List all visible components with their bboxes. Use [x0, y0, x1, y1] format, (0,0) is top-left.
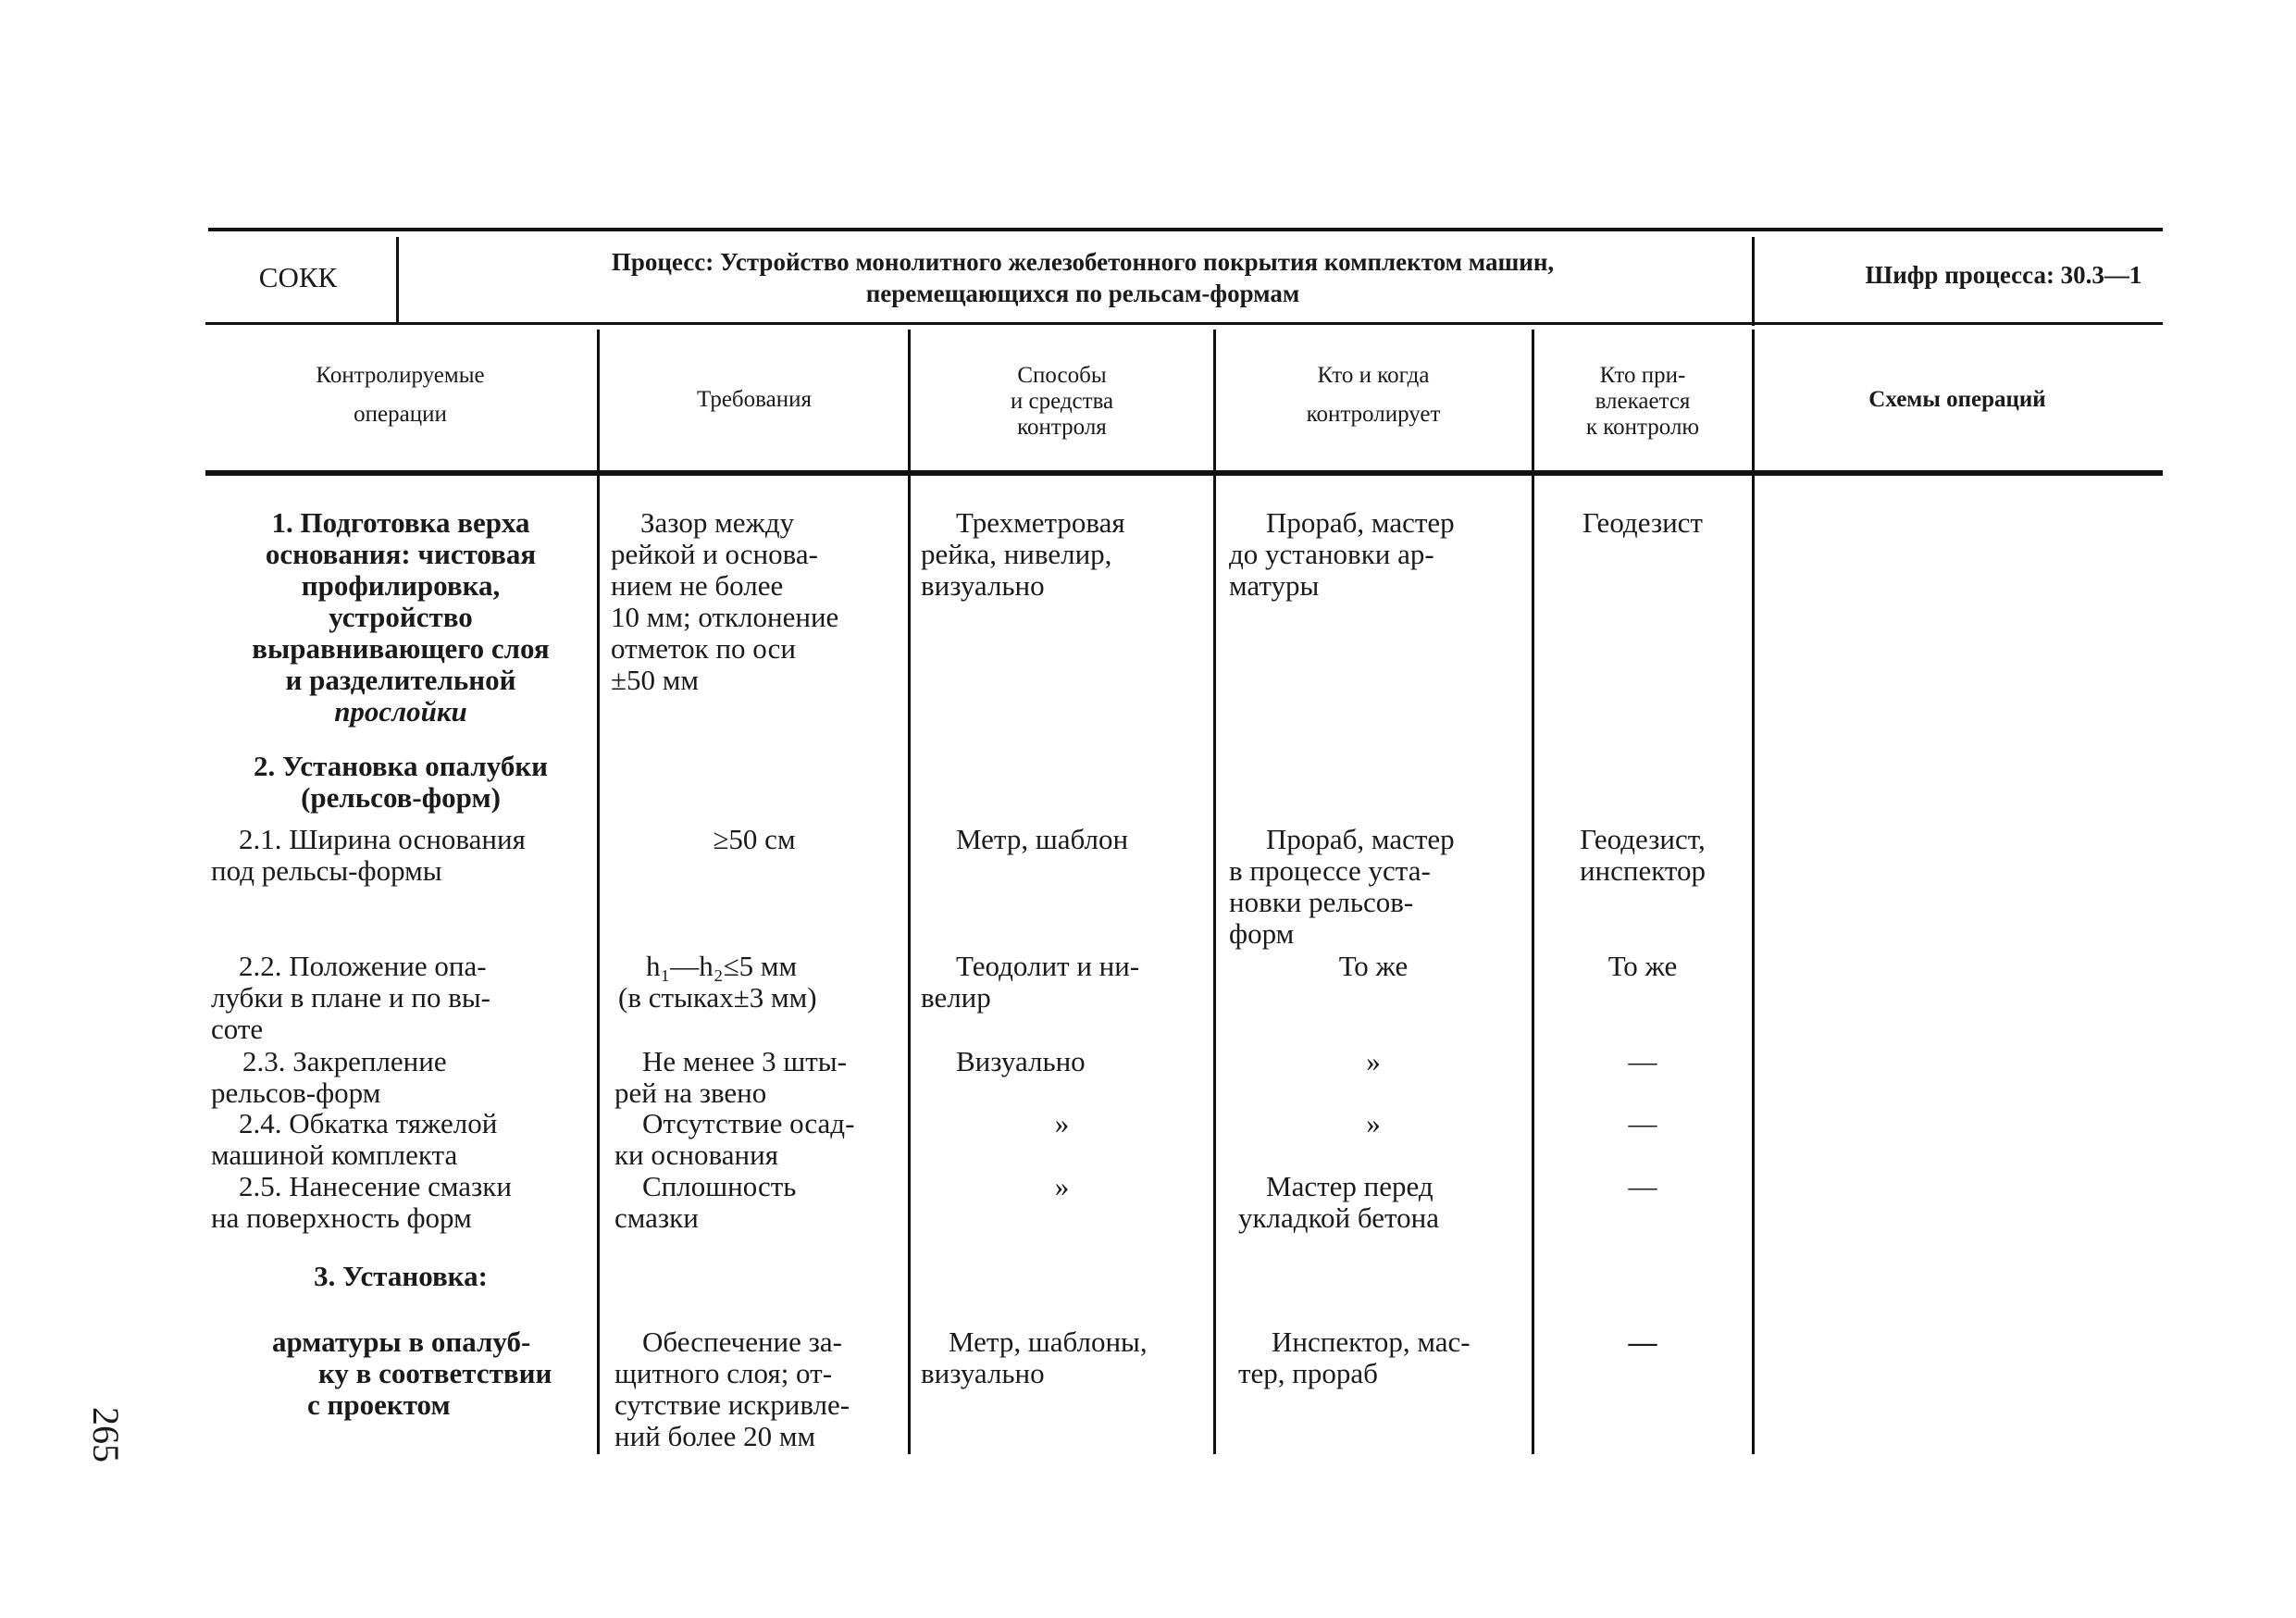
- col-header-involved-line-1: Кто при-: [1599, 363, 1686, 388]
- col-header-operations-line-2: операции: [354, 402, 447, 427]
- row1-who-line-2: до установки ар-: [1229, 538, 1434, 570]
- row23-operation-line-2: рельсов-форм: [211, 1077, 381, 1109]
- col-header-requirements: Требования: [697, 387, 812, 412]
- process-title-line-1: Процесс: Устройство монолитного железобетонного покрытия комплектом машин,: [611, 248, 1555, 276]
- col-header-involved-line-3: к контролю: [1585, 415, 1700, 440]
- row1-operation-line-6: и разделительной: [285, 664, 516, 696]
- row31-operation-line-1: арматуры в опалуб-: [272, 1326, 531, 1358]
- row25-requirement: [614, 1171, 906, 1234]
- row25-operation-line-2: на поверхность форм: [211, 1201, 472, 1234]
- col-header-methods-line-3: контроля: [1017, 415, 1107, 440]
- row23-involved: —: [1628, 1045, 1657, 1077]
- header-divider-sokk: [396, 237, 399, 322]
- col-header-who-line-2: контролирует: [1306, 402, 1441, 427]
- row21-who-line-4: форм: [1229, 917, 1295, 950]
- row22-requirement-line-1: h₁—h₂≤5 мм: [646, 950, 798, 982]
- row22-operation: [211, 951, 592, 1045]
- row1-requirement-line-1: Зазор между: [640, 506, 795, 539]
- row3-operation-heading: 3. Установка:: [314, 1260, 488, 1292]
- row22-involved: То же: [1607, 950, 1678, 982]
- col-header-operations-line-1: Контролируемые: [316, 363, 485, 388]
- row1-operation-line-5: выравнивающего слоя: [252, 632, 550, 665]
- row1-requirement-line-2: рейкой и основа-: [611, 538, 818, 570]
- row24-operation-line-2: машиной комплекта: [211, 1139, 458, 1171]
- process-title: [407, 246, 1758, 309]
- row1-operation-line-1: 1. Подготовка верха: [271, 506, 530, 539]
- row25-requirement-line-1: Сплошность: [642, 1170, 797, 1202]
- row24-involved: —: [1628, 1107, 1657, 1139]
- row31-requirement-line-1: Обеспечение за-: [642, 1326, 842, 1358]
- row22-method: [921, 951, 1210, 1014]
- col-header-involved-line-2: влекается: [1595, 389, 1691, 414]
- row1-operation-line-3: профилировка,: [301, 569, 501, 602]
- row1-method-line-1: Трехметровая: [956, 506, 1125, 539]
- col-header-operations: [208, 356, 592, 434]
- row1-method-line-3: визуально: [921, 569, 1045, 602]
- row23-requirement: [614, 1046, 906, 1109]
- row21-involved: [1536, 824, 1749, 887]
- row25-operation: [211, 1171, 592, 1234]
- row23-who: »: [1366, 1045, 1381, 1077]
- row21-involved-line-1: Геодезист,: [1580, 823, 1706, 855]
- row1-operation-line-7: прослойки: [334, 695, 467, 728]
- row2-operation-heading: [211, 751, 590, 814]
- row21-operation-line-2: под рельсы-формы: [211, 854, 442, 887]
- row25-involved: —: [1628, 1170, 1657, 1202]
- row22-requirement-line-2: (в стыках±3 мм): [618, 981, 817, 1014]
- row31-involved: —: [1628, 1326, 1657, 1358]
- row1-requirement-line-4: 10 мм; отклонение: [611, 601, 839, 633]
- row25-requirement-line-2: смазки: [614, 1201, 699, 1234]
- col-divider-2: [908, 330, 911, 1454]
- row1-who-line-1: Прораб, мастер: [1266, 506, 1455, 539]
- row21-involved-line-2: инспектор: [1579, 854, 1706, 887]
- row22-requirement: [618, 951, 905, 1014]
- row2-operation-line-1: 2. Установка опалубки: [253, 750, 549, 782]
- col-header-methods-line-2: и средства: [1010, 389, 1114, 414]
- row1-involved-line-1: Геодезист: [1582, 506, 1703, 539]
- row21-operation-line-1: 2.1. Ширина основания: [239, 823, 526, 855]
- col-divider-5: [1752, 330, 1755, 1454]
- row1-who-line-3: матуры: [1229, 569, 1320, 602]
- row1-method: [921, 507, 1210, 602]
- row23-method: Визуально: [956, 1045, 1086, 1077]
- row31-method-line-1: Метр, шаблоны,: [949, 1326, 1148, 1358]
- row22-operation-line-3: соте: [211, 1013, 264, 1045]
- col-header-schemes: Схемы операций: [1868, 387, 2046, 412]
- row1-operation-line-2: основания: чистовая: [265, 538, 537, 570]
- row31-method-line-2: визуально: [921, 1357, 1045, 1389]
- row31-operation-line-3: с проектом: [307, 1388, 451, 1421]
- row21-who: [1229, 824, 1525, 950]
- row24-requirement-line-1: Отсутствие осад-: [642, 1107, 855, 1139]
- row23-requirement-line-2: рей на звено: [614, 1077, 767, 1109]
- row24-operation-line-1: 2.4. Обкатка тяжелой: [239, 1107, 498, 1139]
- top-rule: [208, 228, 2163, 231]
- row22-who: То же: [1338, 950, 1409, 982]
- row31-requirement-line-3: сутствие искривле-: [614, 1388, 850, 1421]
- row25-who: [1238, 1171, 1525, 1234]
- row31-requirement-line-2: щитного слоя; от-: [614, 1357, 833, 1389]
- col-header-methods: [912, 363, 1212, 441]
- row31-requirement-line-4: ний более 20 мм: [614, 1420, 816, 1452]
- row21-who-line-3: новки рельсов-: [1229, 886, 1414, 918]
- column-header-bottom-rule: [205, 470, 2163, 476]
- row22-method-line-1: Теодолит и ни-: [956, 950, 1140, 982]
- row31-method: [921, 1326, 1210, 1389]
- col-divider-3: [1213, 330, 1216, 1454]
- page-number: 265: [85, 1407, 127, 1462]
- row24-method: »: [1054, 1107, 1070, 1139]
- row1-requirement-line-6: ±50 мм: [611, 664, 699, 696]
- sokk-label: СОКК: [258, 261, 338, 293]
- row1-requirement-line-3: нием не более: [611, 569, 784, 602]
- row25-operation-line-1: 2.5. Нанесение смазки: [239, 1170, 512, 1202]
- row1-requirement: [611, 507, 902, 696]
- row24-operation: [211, 1108, 592, 1171]
- row25-who-line-1: Мастер перед: [1266, 1170, 1433, 1202]
- row1-operation-line-4: устройство: [329, 601, 473, 633]
- row24-requirement: [614, 1108, 906, 1171]
- col-divider-1: [597, 330, 600, 1454]
- row23-operation-line-1: 2.3. Закрепление: [242, 1045, 447, 1077]
- row31-requirement: [614, 1326, 906, 1452]
- row31-who-line-1: Инспектор, мас-: [1272, 1326, 1471, 1358]
- process-cipher: Шифр процесса: 30.3—1: [1865, 261, 2142, 289]
- col-header-methods-line-1: Способы: [1017, 363, 1107, 388]
- row21-who-line-2: в процессе уста-: [1229, 854, 1431, 887]
- process-title-line-2: перемещающихся по рельсам-формам: [865, 280, 1300, 307]
- row22-method-line-2: велир: [921, 981, 991, 1014]
- row21-method: Метр, шаблон: [956, 823, 1129, 855]
- row31-operation-line-2: ку в соответствии: [318, 1357, 552, 1389]
- row24-who: »: [1366, 1107, 1381, 1139]
- row23-requirement-line-1: Не менее 3 шты-: [642, 1045, 847, 1077]
- row22-operation-line-1: 2.2. Положение опа-: [239, 950, 487, 982]
- row1-requirement-line-5: отметок по оси: [611, 632, 796, 665]
- col-header-who-line-1: Кто и когда: [1317, 363, 1430, 388]
- row25-method: »: [1054, 1170, 1070, 1202]
- row21-who-line-1: Прораб, мастер: [1266, 823, 1455, 855]
- row22-operation-line-2: лубки в плане и по вы-: [211, 981, 491, 1014]
- col-header-who: [1217, 356, 1530, 434]
- col-divider-4: [1532, 330, 1534, 1454]
- row2-operation-line-2: (рельсов-форм): [301, 781, 501, 814]
- row21-requirement: ≥50 см: [713, 823, 796, 855]
- row23-operation: [211, 1046, 592, 1109]
- row31-who: [1238, 1326, 1525, 1389]
- col-header-involved: [1534, 363, 1751, 441]
- row1-involved: [1536, 507, 1749, 539]
- row25-who-line-2: укладкой бетона: [1238, 1201, 1439, 1234]
- header-divider-rule: [205, 322, 2163, 325]
- row31-who-line-2: тер, прораб: [1238, 1357, 1378, 1389]
- row1-who: [1229, 507, 1525, 602]
- row31-operation: [211, 1326, 590, 1421]
- row24-requirement-line-2: ки основания: [614, 1139, 778, 1171]
- row1-method-line-2: рейка, нивелир,: [921, 538, 1112, 570]
- row1-operation: [211, 507, 590, 728]
- row21-operation: [211, 824, 592, 887]
